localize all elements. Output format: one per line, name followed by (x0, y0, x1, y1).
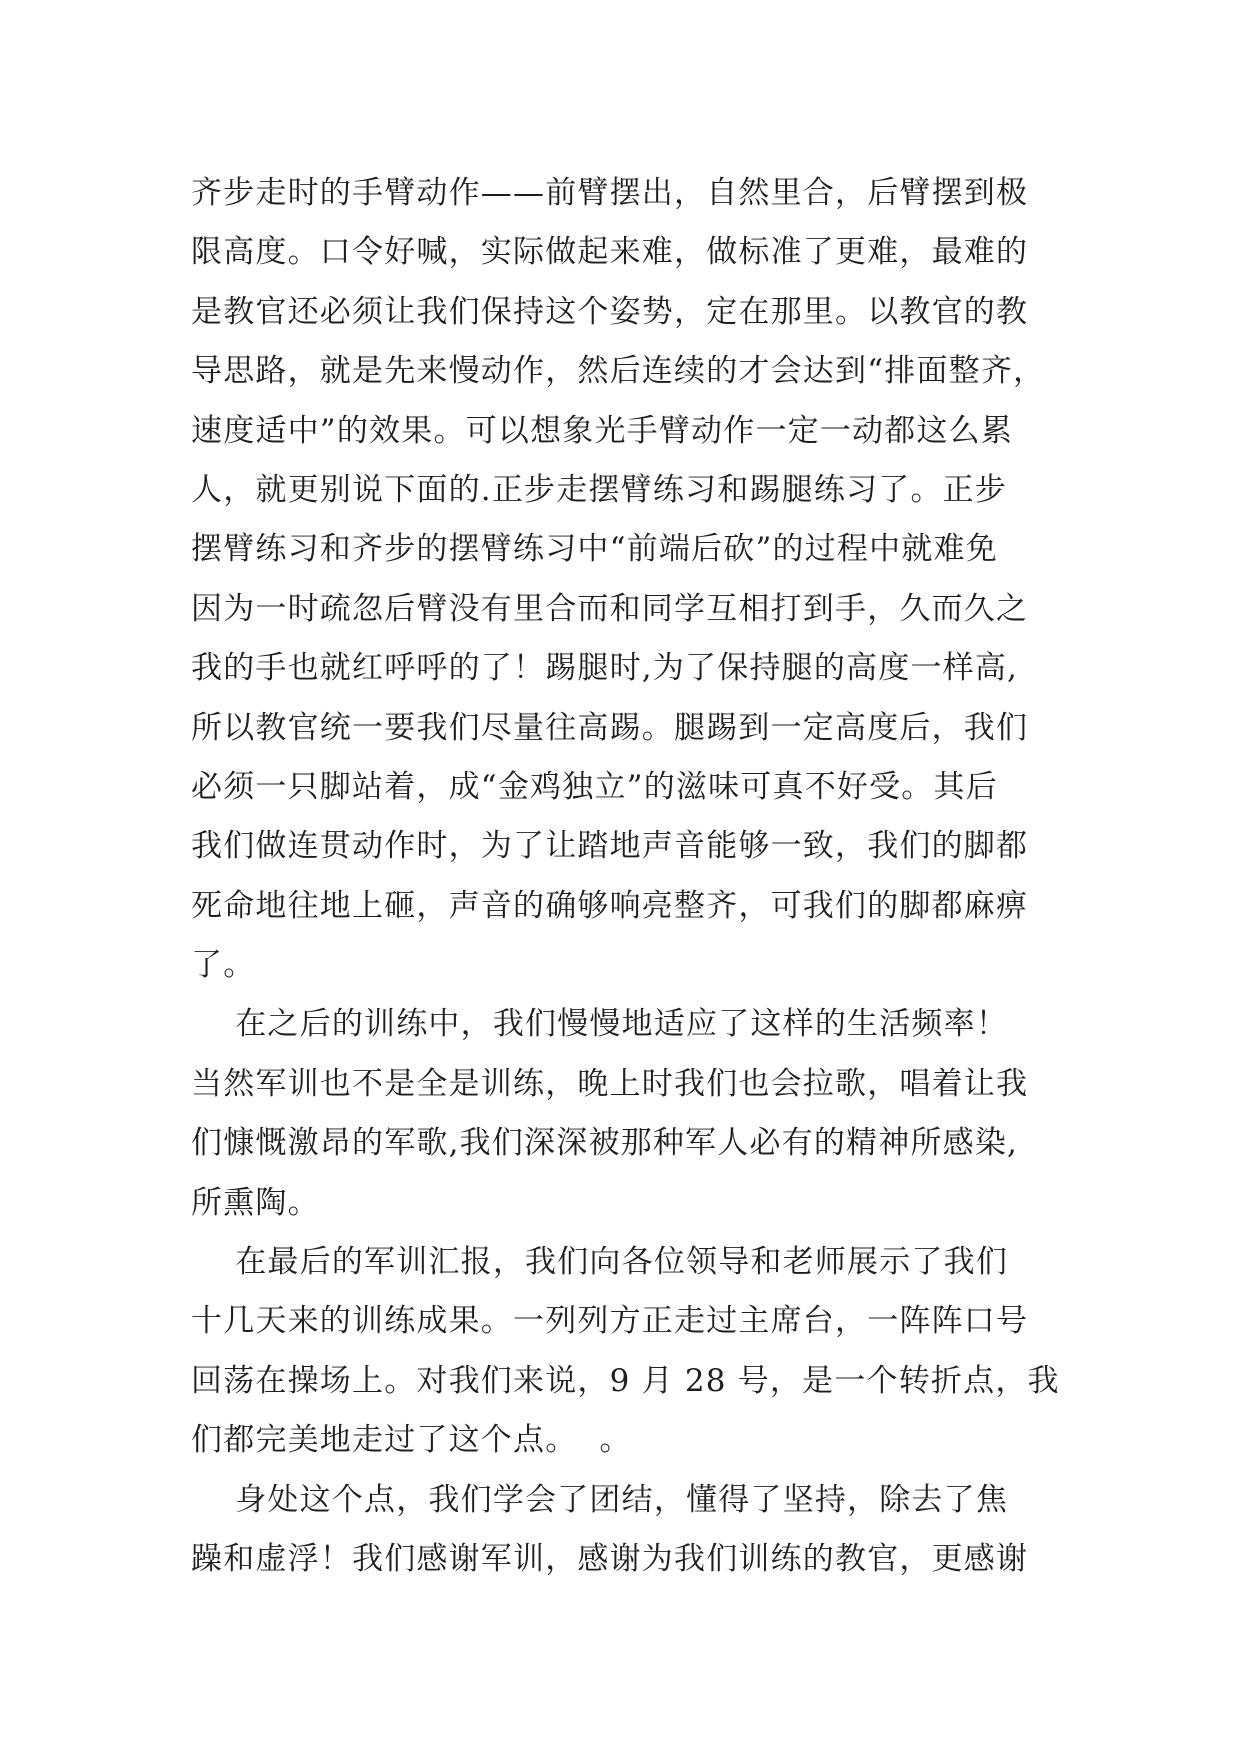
text-line: 了。 (191, 947, 256, 984)
text-line: 人，就更别说下面的.正步走摆臂练习和踢腿练习了。正步 (191, 471, 1008, 508)
text-line: 因为一时疏忽后臂没有里合而和同学互相打到手，久而久之 (191, 590, 1029, 627)
text-line: 回荡在操场上。对我们来说，9 月 28 号，是一个转折点，我 (191, 1362, 1060, 1399)
text-line: 们慷慨激昂的军歌,我们深深被那种军人必有的精神所感染, (191, 1125, 1019, 1162)
text-line: 所熏陶。 (191, 1184, 320, 1221)
text-line: 我的手也就红呼呼的了！踢腿时,为了保持腿的高度一样高, (191, 650, 1019, 687)
text-line: 十几天来的训练成果。一列列方正走过主席台，一阵阵口号 (191, 1303, 1029, 1340)
text-line: 在之后的训练中，我们慢慢地适应了这样的生活频率！ (191, 1006, 1009, 1043)
text-line: 必须一只脚站着，成“金鸡独立”的滋味可真不好受。其后 (191, 768, 998, 805)
text-line: 限高度。口令好喊，实际做起来难，做标准了更难，最难的 (191, 234, 1029, 271)
text-line: 我们做连贯动作时，为了让踏地声音能够一致，我们的脚都 (191, 828, 1029, 865)
text-line: 导思路，就是先来慢动作，然后连续的才会达到“排面整齐， (191, 353, 1046, 390)
text-line: 躁和虚浮！我们感谢军训，感谢为我们训练的教官，更感谢 (191, 1540, 1029, 1577)
body-text (191, 164, 1071, 1589)
text-line: 所以教官统一要我们尽量往高踢。腿踢到一定高度后，我们 (191, 709, 1029, 746)
text-line: 摆臂练习和齐步的摆臂练习中“前端后砍”的过程中就难免 (191, 531, 998, 568)
text-line: 们都完美地走过了这个点。 。 (191, 1422, 632, 1459)
text-line: 速度适中”的效果。可以想象光手臂动作一定一动都这么累 (191, 412, 1014, 449)
text-line: 死命地往地上砸，声音的确够响亮整齐，可我们的脚都麻痹 (191, 887, 1029, 924)
text-line: 是教官还必须让我们保持这个姿势，定在那里。以教官的教 (191, 293, 1029, 330)
text-line: 齐步走时的手臂动作——前臂摆出，自然里合，后臂摆到极 (191, 175, 1029, 211)
text-line: 当然军训也不是全是训练，晚上时我们也会拉歌，唱着让我 (191, 1065, 1029, 1102)
text-line: 身处这个点，我们学会了团结，懂得了坚持，除去了焦 (191, 1481, 1009, 1518)
text-line: 在最后的军训汇报，我们向各位领导和老师展示了我们 (191, 1244, 1009, 1281)
